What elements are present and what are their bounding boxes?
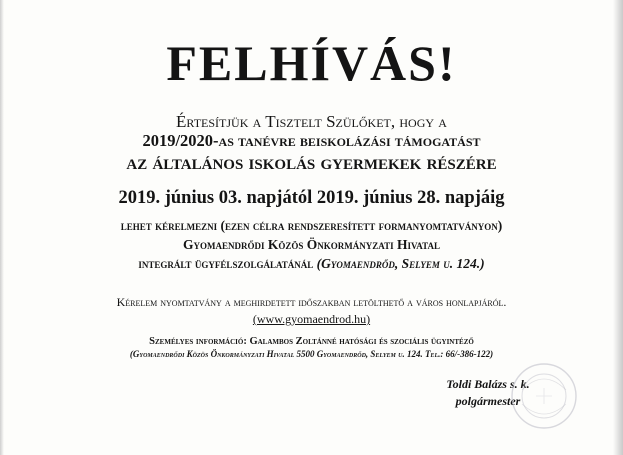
website-line <box>0 312 623 327</box>
subsidy-line: 2019/2020-as tanévre beiskolázási támogatást <box>142 131 481 150</box>
date-range-line: 2019. június 03. napjától 2019. június 28. napjáig <box>118 188 505 208</box>
signer-name: Toldi Balázs s. k. <box>446 377 530 391</box>
intro-line: Értesítjük a Tisztelt Szülőket, hogy a <box>176 112 447 131</box>
contact-detail-line: (Gyomaendrődi Közös Önkormányzati Hivatal 5500 Gyomaendrőd, Selyem u. 124. Tel.: 66/-386-122) <box>129 349 494 359</box>
download-info-line: Kérelem nyomtatvány a meghirdetett időszakban letölthető a város honlapjáról. <box>116 295 507 309</box>
customer-service-label: integrált ügyfélszolgálatánál <box>138 256 314 271</box>
customer-service-address: (Gyomaendrőd, Selyem u. 124.) <box>316 256 485 271</box>
signer-title: polgármester <box>455 394 521 408</box>
notice-title: FELHÍVÁS! <box>166 35 457 91</box>
website-link[interactable]: (www.gyomaendrod.hu) <box>252 312 371 326</box>
target-group-line: az általános iskolás gyermekek részére <box>126 150 497 174</box>
office-line: Gyomaendrődi Közös Önkormányzati Hivatal <box>183 237 440 252</box>
contact-person-line: Személyes információ: Galambos Zoltánné hatósági és szociális ügyintéző <box>149 336 474 347</box>
application-line: lehet kérelmezni (ezen célra rendszeresített formanyomtatványon) <box>120 218 503 233</box>
customer-service-line <box>0 255 623 272</box>
official-stamp-icon <box>508 360 580 432</box>
